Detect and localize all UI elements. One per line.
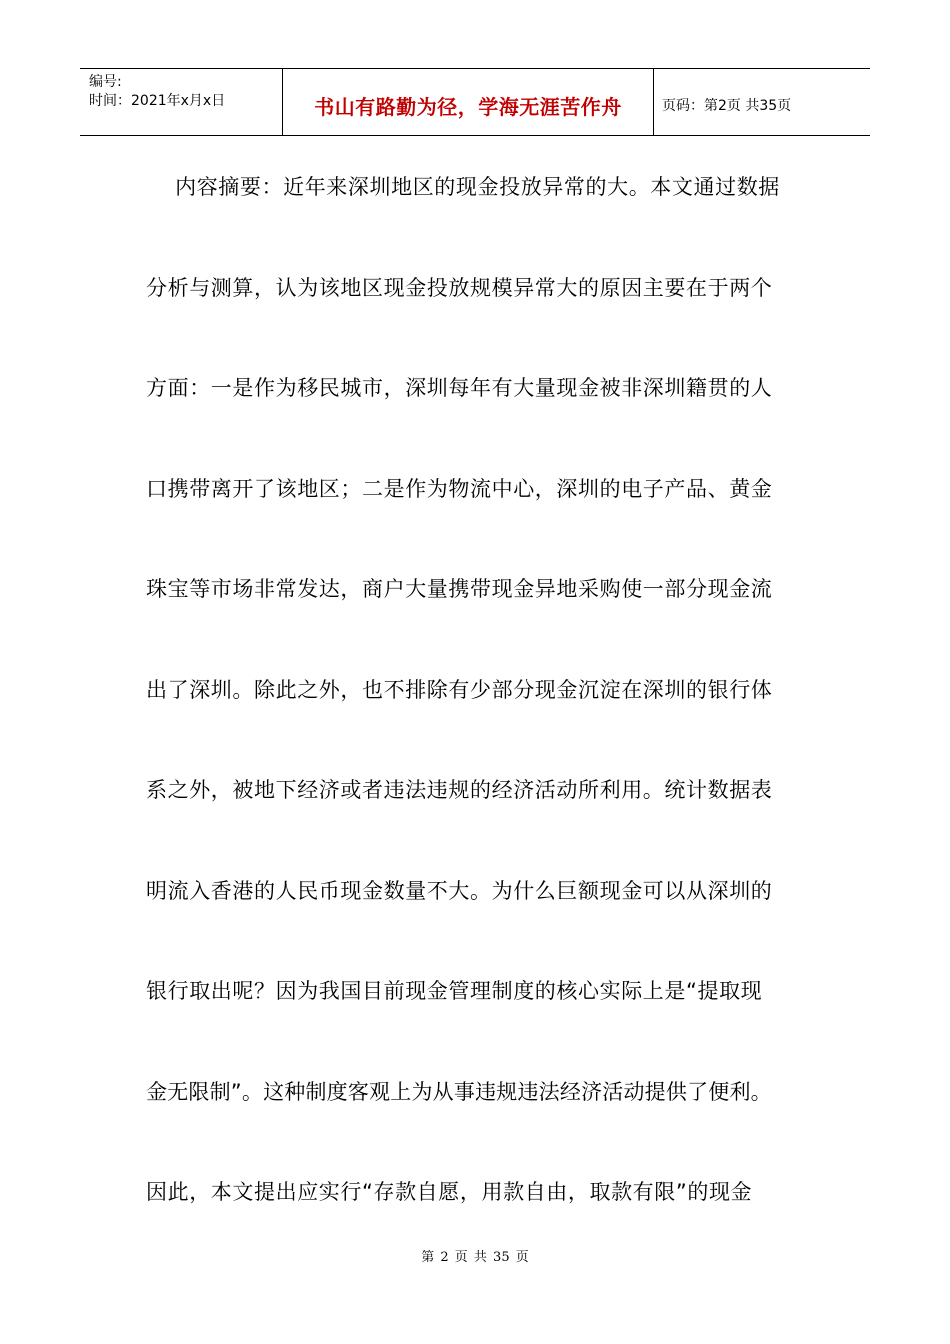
- header-page-info: 页码：第2页 共35页: [662, 98, 792, 114]
- body-line: 珠宝等市场非常发达，商户大量携带现金异地采购使一部分现金流: [146, 577, 773, 601]
- body-line: 内容摘要：近年来深圳地区的现金投放异常的大。本文通过数据: [146, 175, 780, 199]
- header-motto: 书山有路勤为径，学海无涯苦作舟: [314, 94, 622, 119]
- body-line: 出了深圳。除此之外，也不排除有少部分现金沉淀在深圳的银行体: [146, 677, 773, 702]
- header-meta: [80, 69, 282, 135]
- body-line: 金无限制”。这种制度客观上为从事违规违法经济活动提供了便利。: [146, 1079, 772, 1104]
- header-motto-cell: [282, 69, 654, 135]
- document-number-label: 编号:: [89, 74, 122, 90]
- header-table: [80, 68, 870, 136]
- document-time-label: 时间：2021年x月x日: [89, 93, 226, 109]
- body-line: 分析与测算，认为该地区现金投放规模异常大的原因主要在于两个: [146, 275, 773, 300]
- body-line: 系之外，被地下经济或者违法违规的经济活动所利用。统计数据表: [146, 778, 773, 802]
- body-line: 方面：一是作为移民城市，深圳每年有大量现金被非深圳籍贯的人: [146, 376, 773, 400]
- body-line: 银行取出呢？因为我国目前现金管理制度的核心实际上是“提取现: [146, 979, 763, 1003]
- body-line: 明流入香港的人民币现金数量不大。为什么巨额现金可以从深圳的: [146, 878, 773, 903]
- document-body: [146, 168, 816, 1274]
- body-line: 因此，本文提出应实行“存款自愿，用款自由，取款有限”的现金: [146, 1180, 753, 1204]
- body-line: 口携带离开了该地区；二是作为物流中心，深圳的电子产品、黄金: [146, 476, 773, 501]
- page-footer: 第 2 页 共 35 页: [421, 1250, 529, 1265]
